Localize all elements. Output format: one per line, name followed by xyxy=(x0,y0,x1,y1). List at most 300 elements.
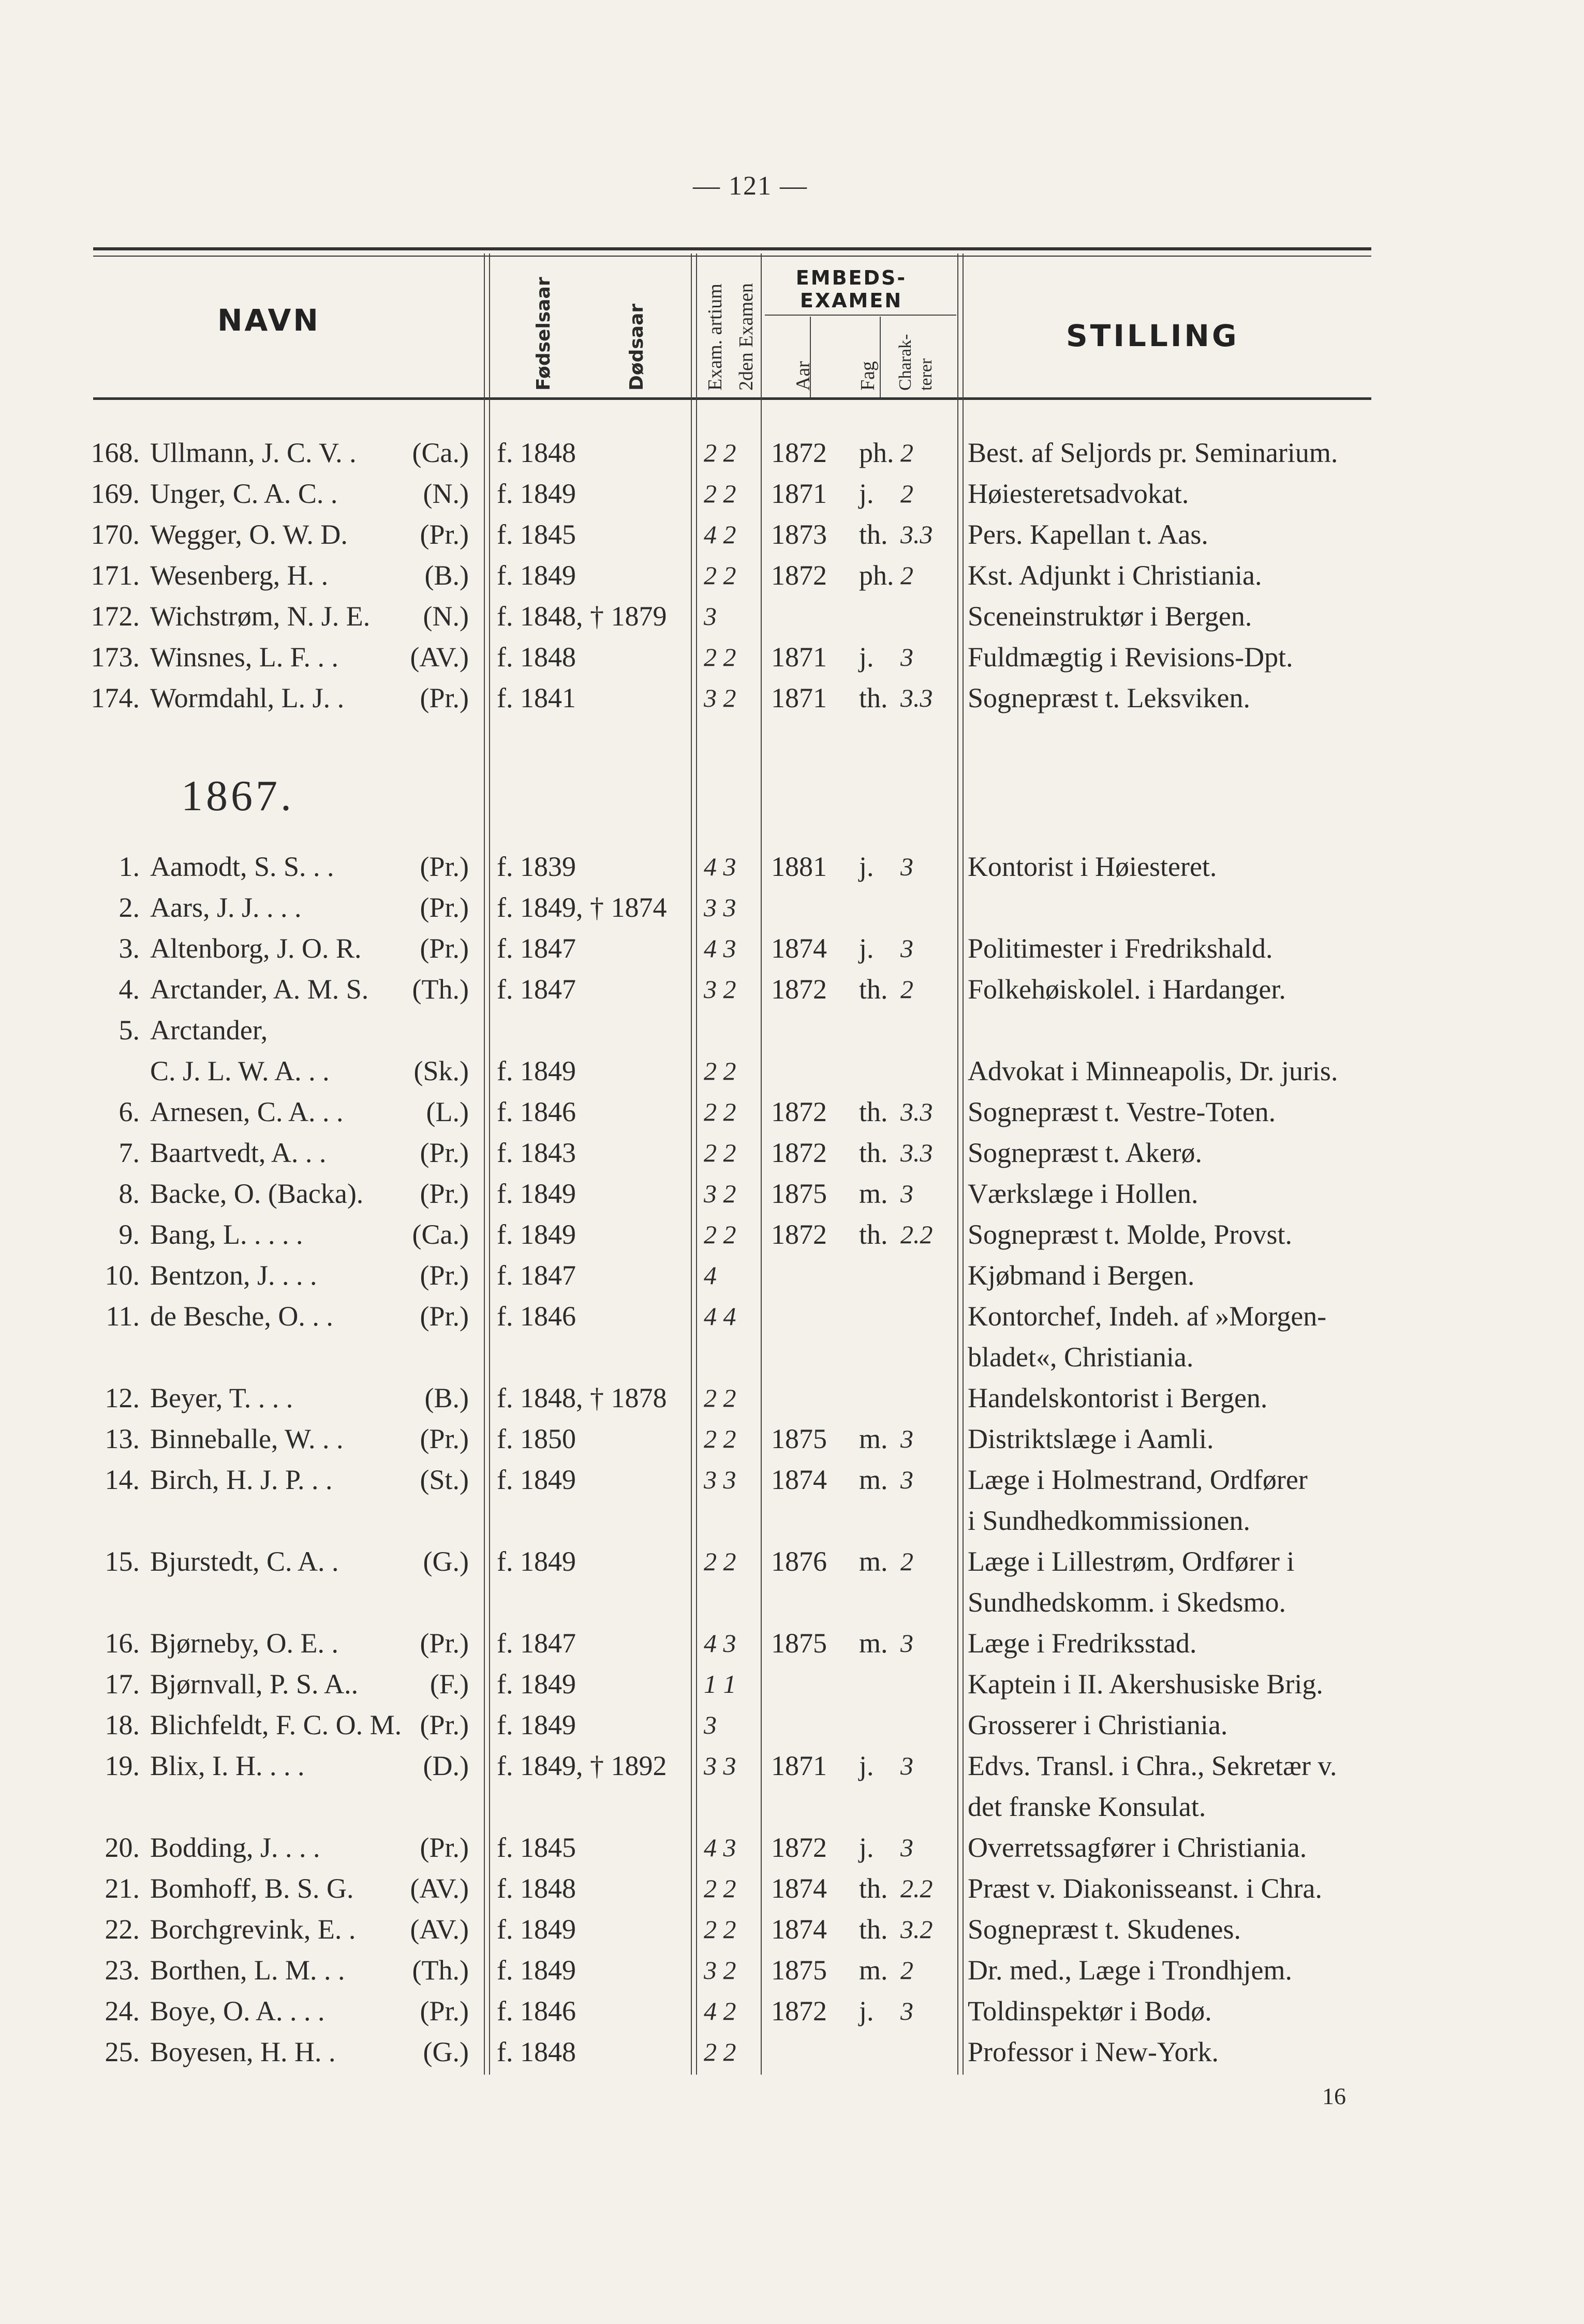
entry-exam-year: 1872 xyxy=(771,1137,827,1168)
entry-number: 173. xyxy=(91,642,140,673)
entry-birth-death: f. 1849 xyxy=(497,478,576,509)
entry-number: 174. xyxy=(91,682,140,713)
entry-birth-death: f. 1849, † 1892 xyxy=(497,1750,667,1781)
table-row xyxy=(0,1584,1584,1620)
entry-number: 25. xyxy=(105,2036,140,2067)
entry-exam-character: 3 xyxy=(900,1997,913,2025)
entry-position: Kaptein i II. Akershusiske Brig. xyxy=(968,1668,1323,1700)
entry-exam-grades: 2 2 xyxy=(704,1874,736,1903)
entry-exam-year: 1873 xyxy=(771,519,827,550)
entry-exam-year: 1872 xyxy=(771,437,827,468)
page-number: — 121 — xyxy=(693,171,808,201)
header-top-rule-thin xyxy=(93,256,1371,257)
entry-position: Sognepræst t. Vestre-Toten. xyxy=(968,1096,1276,1127)
entry-exam-subject: j. xyxy=(859,478,874,509)
table-row xyxy=(0,639,1584,675)
entry-exam-grades: 2 2 xyxy=(704,2037,736,2066)
table-row xyxy=(0,1952,1584,1988)
table-row xyxy=(0,1216,1584,1253)
entry-number: 12. xyxy=(105,1382,140,1413)
table-row xyxy=(0,1094,1584,1130)
entry-position: Pers. Kapellan t. Aas. xyxy=(968,519,1208,550)
entry-name: Wichstrøm, N. J. E. xyxy=(150,601,371,632)
entry-birth-death: f. 1848 xyxy=(497,642,576,673)
entry-exam-subject: th. xyxy=(859,1914,888,1945)
entry-number: 3. xyxy=(119,933,140,964)
entry-exam-year: 1875 xyxy=(771,1178,827,1209)
entry-region: (AV.) xyxy=(410,1914,469,1945)
entry-exam-year: 1881 xyxy=(771,851,827,882)
entry-name: Arnesen, C. A. . . xyxy=(150,1096,344,1127)
entry-region: (Pr.) xyxy=(420,1301,469,1332)
table-row xyxy=(0,1298,1584,1334)
entry-name: Bang, L. . . . . xyxy=(150,1219,303,1250)
entry-exam-subject: th. xyxy=(859,1873,888,1904)
table-row xyxy=(0,475,1584,512)
entry-exam-year: 1875 xyxy=(771,1423,827,1454)
entry-exam-year: 1871 xyxy=(771,642,827,673)
table-row xyxy=(0,1380,1584,1416)
entry-name: Unger, C. A. C. . xyxy=(150,478,338,509)
table-row xyxy=(0,1993,1584,2029)
table-row xyxy=(0,1053,1584,1089)
entry-position: Kjøbmand i Bergen. xyxy=(968,1260,1195,1291)
entry-exam-character: 3 xyxy=(900,643,913,672)
entry-exam-grades: 1 1 xyxy=(704,1670,736,1699)
entry-birth-death: f. 1849 xyxy=(497,1709,576,1740)
table-row xyxy=(0,1012,1584,1048)
table-row xyxy=(0,435,1584,471)
entry-exam-grades: 4 3 xyxy=(704,1629,736,1658)
entry-name: Bentzon, J. . . . xyxy=(150,1260,317,1291)
entry-name: Winsnes, L. F. . . xyxy=(150,642,338,673)
entry-exam-grades: 2 2 xyxy=(704,479,736,508)
entry-region: (G.) xyxy=(423,1546,469,1577)
entry-name: Blichfeldt, F. C. O. M. xyxy=(150,1709,402,1740)
entry-number: 169. xyxy=(91,478,140,509)
entry-number: 170. xyxy=(91,519,140,550)
entry-birth-death: f. 1843 xyxy=(497,1137,576,1168)
header-anden-examen: 2den Examen xyxy=(735,283,757,391)
entry-birth-death: f. 1849 xyxy=(497,1955,576,1986)
entry-exam-character: 3 xyxy=(900,934,913,963)
entry-birth-death: f. 1849 xyxy=(497,1546,576,1577)
entry-position: Politimester i Fredrikshald. xyxy=(968,933,1273,964)
entry-birth-death: f. 1849, † 1874 xyxy=(497,892,667,923)
entry-region: (B.) xyxy=(424,1382,469,1413)
table-row xyxy=(0,1789,1584,1825)
entry-name: Bjørnvall, P. S. A.. xyxy=(150,1668,359,1700)
entry-exam-grades: 2 2 xyxy=(704,643,736,672)
entry-exam-grades: 3 3 xyxy=(704,893,736,922)
entry-region: (F.) xyxy=(430,1668,469,1700)
entry-exam-character: 2 xyxy=(900,1956,913,1985)
table-row xyxy=(0,1135,1584,1171)
entry-birth-death: f. 1849 xyxy=(497,1668,576,1700)
header-bottom-rule xyxy=(93,397,1371,400)
entry-birth-death: f. 1846 xyxy=(497,1301,576,1332)
entry-position: Sognepræst t. Leksviken. xyxy=(968,682,1250,713)
entry-position: Læge i Lillestrøm, Ordfører i xyxy=(968,1546,1295,1577)
entry-exam-grades: 4 3 xyxy=(704,1833,736,1862)
entry-region: (Pr.) xyxy=(420,851,469,882)
entry-exam-character: 3.3 xyxy=(900,1138,933,1167)
entry-position: Professor i New-York. xyxy=(968,2036,1219,2067)
entry-birth-death: f. 1847 xyxy=(497,974,576,1005)
entry-region: (St.) xyxy=(420,1464,469,1495)
entry-position: Sceneinstruktør i Bergen. xyxy=(968,601,1252,632)
table-row xyxy=(0,1625,1584,1661)
entry-exam-subject: j. xyxy=(859,851,874,882)
entry-exam-grades: 2 2 xyxy=(704,1220,736,1249)
entry-name: Altenborg, J. O. R. xyxy=(150,933,362,964)
entry-exam-character: 3.3 xyxy=(900,1097,933,1126)
table-row xyxy=(0,1462,1584,1498)
entry-birth-death: f. 1839 xyxy=(497,851,576,882)
entry-region: (Pr.) xyxy=(420,682,469,713)
entry-position: Overretssagfører i Christiania. xyxy=(968,1832,1307,1863)
table-row xyxy=(0,1911,1584,1947)
entry-exam-character: 3 xyxy=(900,1751,913,1780)
entry-exam-subject: j. xyxy=(859,642,874,673)
entry-exam-year: 1872 xyxy=(771,1995,827,2027)
entry-exam-grades: 2 2 xyxy=(704,561,736,590)
entry-number: 21. xyxy=(105,1873,140,1904)
entry-birth-death: f. 1845 xyxy=(497,1832,576,1863)
entry-birth-death: f. 1848, † 1879 xyxy=(497,601,667,632)
entry-region: (N.) xyxy=(423,601,469,632)
entry-number: 24. xyxy=(105,1995,140,2027)
table-row xyxy=(0,848,1584,885)
entry-exam-subject: m. xyxy=(859,1955,888,1986)
entry-name: Wesenberg, H. . xyxy=(150,560,329,591)
entry-position: Sognepræst t. Skudenes. xyxy=(968,1914,1241,1945)
entry-region: (Pr.) xyxy=(420,1260,469,1291)
header-embeds-examen: EMBEDS- EXAMEN xyxy=(795,266,907,312)
entry-exam-subject: th. xyxy=(859,1096,888,1127)
entry-exam-grades: 4 4 xyxy=(704,1302,736,1331)
entry-number: 10. xyxy=(105,1260,140,1291)
entry-exam-year: 1871 xyxy=(771,682,827,713)
header-charakterer: Charak- terer xyxy=(896,334,936,391)
entry-position: bladet«, Christiania. xyxy=(968,1342,1194,1373)
entry-exam-year: 1874 xyxy=(771,1464,827,1495)
entry-name: Binneballe, W. . . xyxy=(150,1423,344,1454)
entry-exam-grades: 3 3 xyxy=(704,1751,736,1780)
entry-number: 23. xyxy=(105,1955,140,1986)
header-stilling: STILLING xyxy=(1066,318,1239,353)
entry-birth-death: f. 1849 xyxy=(497,1055,576,1086)
entry-region: (B.) xyxy=(424,560,469,591)
entry-name: Backe, O. (Backa). xyxy=(150,1178,364,1209)
header-top-rule xyxy=(93,247,1371,250)
header-aar: Aar xyxy=(792,361,814,391)
entry-exam-character: 2.2 xyxy=(900,1220,933,1249)
divider-fag xyxy=(880,317,881,397)
entry-exam-character: 3 xyxy=(900,852,913,881)
entry-region: (Pr.) xyxy=(420,892,469,923)
entry-name: Wormdahl, L. J. . xyxy=(150,682,345,713)
entry-region: (G.) xyxy=(423,2036,469,2067)
year-heading: 1867. xyxy=(181,772,294,820)
entry-exam-grades: 3 2 xyxy=(704,1179,736,1208)
entry-position: Læge i Fredriksstad. xyxy=(968,1628,1197,1659)
entry-position: Edvs. Transl. i Chra., Sekretær v. xyxy=(968,1750,1337,1781)
entry-name: C. J. L. W. A. . . xyxy=(150,1055,330,1086)
entry-exam-year: 1874 xyxy=(771,933,827,964)
entry-exam-year: 1874 xyxy=(771,1873,827,1904)
entry-position: Best. af Seljords pr. Seminarium. xyxy=(968,437,1338,468)
entry-exam-subject: th. xyxy=(859,519,888,550)
entry-position: Handelskontorist i Bergen. xyxy=(968,1382,1268,1413)
entry-number: 14. xyxy=(105,1464,140,1495)
entry-exam-subject: th. xyxy=(859,974,888,1005)
entry-name: Borchgrevink, E. . xyxy=(150,1914,356,1945)
entry-exam-grades: 2 2 xyxy=(704,438,736,467)
entry-exam-character: 3.2 xyxy=(900,1915,933,1944)
entry-name: Ullmann, J. C. V. . xyxy=(150,437,357,468)
entry-exam-character: 2 xyxy=(900,975,913,1004)
table-row xyxy=(0,1502,1584,1539)
entry-exam-subject: m. xyxy=(859,1178,888,1209)
entry-exam-character: 3 xyxy=(900,1833,913,1862)
entry-exam-character: 2.2 xyxy=(900,1874,933,1903)
entry-region: (Pr.) xyxy=(420,1995,469,2027)
entry-region: (Pr.) xyxy=(420,933,469,964)
entry-exam-year: 1875 xyxy=(771,1628,827,1659)
entry-exam-year: 1872 xyxy=(771,1219,827,1250)
header-fag: Fag xyxy=(857,361,879,391)
entry-name: Aamodt, S. S. . . xyxy=(150,851,334,882)
entry-exam-year: 1872 xyxy=(771,1832,827,1863)
entry-exam-grades: 3 2 xyxy=(704,683,736,712)
entry-exam-grades: 3 2 xyxy=(704,1956,736,1985)
entry-number: 18. xyxy=(105,1709,140,1740)
entry-exam-grades: 2 2 xyxy=(704,1547,736,1576)
entry-exam-character: 3 xyxy=(900,1465,913,1494)
table-row xyxy=(0,1257,1584,1293)
entry-number: 16. xyxy=(105,1628,140,1659)
entry-number: 22. xyxy=(105,1914,140,1945)
entry-exam-character: 3 xyxy=(900,1424,913,1453)
table-row xyxy=(0,1421,1584,1457)
entry-region: (Pr.) xyxy=(420,1832,469,1863)
table-row xyxy=(0,1829,1584,1866)
entry-name: Baartvedt, A. . . xyxy=(150,1137,327,1168)
entry-number: 13. xyxy=(105,1423,140,1454)
entry-exam-grades: 4 3 xyxy=(704,852,736,881)
entry-exam-grades: 2 2 xyxy=(704,1424,736,1453)
entry-number: 168. xyxy=(91,437,140,468)
entry-position: Høiesteretsadvokat. xyxy=(968,478,1189,509)
entry-birth-death: f. 1847 xyxy=(497,1628,576,1659)
entry-exam-year: 1876 xyxy=(771,1546,827,1577)
table-row xyxy=(0,680,1584,716)
table-row xyxy=(0,1870,1584,1906)
entry-name: Boyesen, H. H. . xyxy=(150,2036,336,2067)
header-fodselsaar: Fødselsaar xyxy=(533,277,554,391)
entry-exam-character: 3 xyxy=(900,1179,913,1208)
entry-exam-year: 1871 xyxy=(771,1750,827,1781)
entry-exam-year: 1872 xyxy=(771,974,827,1005)
entry-exam-subject: m. xyxy=(859,1464,888,1495)
entry-position: Sundhedskomm. i Skedsmo. xyxy=(968,1587,1286,1618)
entry-position: Grosserer i Christiania. xyxy=(968,1709,1228,1740)
entry-birth-death: f. 1846 xyxy=(497,1096,576,1127)
entry-number: 9. xyxy=(119,1219,140,1250)
entry-birth-death: f. 1847 xyxy=(497,933,576,964)
entry-birth-death: f. 1848 xyxy=(497,1873,576,1904)
entry-exam-year: 1871 xyxy=(771,478,827,509)
entry-exam-subject: j. xyxy=(859,933,874,964)
entry-position: Sognepræst t. Akerø. xyxy=(968,1137,1202,1168)
entry-region: (Ca.) xyxy=(412,1219,469,1250)
entry-exam-character: 3 xyxy=(900,1629,913,1658)
entry-name: Borthen, L. M. . . xyxy=(150,1955,345,1986)
entry-exam-grades: 2 2 xyxy=(704,1138,736,1167)
entry-exam-grades: 3 3 xyxy=(704,1465,736,1494)
entry-exam-subject: th. xyxy=(859,1219,888,1250)
entry-exam-grades: 2 2 xyxy=(704,1915,736,1944)
entry-number: 2. xyxy=(119,892,140,923)
entry-number: 15. xyxy=(105,1546,140,1577)
entry-birth-death: f. 1848, † 1878 xyxy=(497,1382,667,1413)
entry-position: Folkehøiskolel. i Hardanger. xyxy=(968,974,1286,1005)
entry-region: (AV.) xyxy=(410,1873,469,1904)
entry-name: Boye, O. A. . . . xyxy=(150,1995,325,2027)
entry-number: 7. xyxy=(119,1137,140,1168)
entry-exam-grades: 3 xyxy=(704,602,717,631)
entry-exam-subject: m. xyxy=(859,1423,888,1454)
entry-position: Læge i Holmestrand, Ordfører xyxy=(968,1464,1308,1495)
entry-number: 8. xyxy=(119,1178,140,1209)
entry-region: (Th.) xyxy=(412,974,469,1005)
entry-birth-death: f. 1849 xyxy=(497,1219,576,1250)
entry-position: Toldinspektør i Bodø. xyxy=(968,1995,1212,2027)
entry-region: (AV.) xyxy=(410,642,469,673)
header-dodsaar: Dødsaar xyxy=(626,303,647,391)
table-row xyxy=(0,557,1584,593)
header-exam-artium: Exam. artium xyxy=(704,284,726,391)
entry-region: (Pr.) xyxy=(420,1628,469,1659)
entry-position: det franske Konsulat. xyxy=(968,1791,1206,1822)
table-row xyxy=(0,598,1584,634)
entry-name: Arctander, xyxy=(150,1015,268,1046)
entry-name: Bomhoff, B. S. G. xyxy=(150,1873,354,1904)
entry-position: Kst. Adjunkt i Christiania. xyxy=(968,560,1262,591)
entry-name: Aars, J. J. . . . xyxy=(150,892,302,923)
entry-region: (Ca.) xyxy=(412,437,469,468)
entry-exam-character: 2 xyxy=(900,479,913,508)
table-row xyxy=(0,971,1584,1007)
entry-birth-death: f. 1848 xyxy=(497,2036,576,2067)
entry-name: de Besche, O. . . xyxy=(150,1301,333,1332)
entry-name: Bjurstedt, C. A. . xyxy=(150,1546,339,1577)
entry-number: 171. xyxy=(91,560,140,591)
entry-number: 17. xyxy=(105,1668,140,1700)
entry-exam-subject: m. xyxy=(859,1546,888,1577)
entry-number: 172. xyxy=(91,601,140,632)
entry-exam-subject: th. xyxy=(859,682,888,713)
entry-name: Bjørneby, O. E. . xyxy=(150,1628,338,1659)
entry-region: (Sk.) xyxy=(413,1055,469,1086)
entry-number: 19. xyxy=(105,1750,140,1781)
entry-exam-character: 2 xyxy=(900,1547,913,1576)
entry-birth-death: f. 1849 xyxy=(497,560,576,591)
entry-exam-subject: ph. xyxy=(859,560,894,591)
entry-exam-year: 1872 xyxy=(771,1096,827,1127)
entry-name: Arctander, A. M. S. xyxy=(150,974,369,1005)
entry-exam-grades: 3 xyxy=(704,1710,717,1739)
entry-number: 11. xyxy=(106,1301,140,1332)
entry-region: (Th.) xyxy=(412,1955,469,1986)
entry-position: Distriktslæge i Aamli. xyxy=(968,1423,1214,1454)
entry-exam-year: 1872 xyxy=(771,560,827,591)
entry-birth-death: f. 1848 xyxy=(497,437,576,468)
entry-birth-death: f. 1841 xyxy=(497,682,576,713)
entry-position: Præst v. Diakonisseanst. i Chra. xyxy=(968,1873,1322,1904)
entry-birth-death: f. 1850 xyxy=(497,1423,576,1454)
entry-exam-subject: th. xyxy=(859,1137,888,1168)
entry-position: Kontorist i Høiesteret. xyxy=(968,851,1217,882)
table-row xyxy=(0,2034,1584,2070)
entry-region: (L.) xyxy=(426,1096,469,1127)
entry-exam-grades: 4 2 xyxy=(704,1997,736,2025)
table-row xyxy=(0,1175,1584,1212)
table-row xyxy=(0,1707,1584,1743)
table-row xyxy=(0,516,1584,553)
table-row xyxy=(0,1339,1584,1375)
entry-exam-character: 2 xyxy=(900,561,913,590)
entry-number: 20. xyxy=(105,1832,140,1863)
entry-exam-year: 1875 xyxy=(771,1955,827,1986)
entry-position: Advokat i Minneapolis, Dr. juris. xyxy=(968,1055,1338,1086)
table-row xyxy=(0,930,1584,966)
entry-exam-character: 3.3 xyxy=(900,520,933,549)
entry-name: Beyer, T. . . . xyxy=(150,1382,293,1413)
entry-exam-grades: 4 xyxy=(704,1261,717,1290)
entry-exam-grades: 2 2 xyxy=(704,1056,736,1085)
entry-exam-grades: 2 2 xyxy=(704,1097,736,1126)
entry-number: 5. xyxy=(119,1015,140,1046)
entry-exam-character: 3.3 xyxy=(900,683,933,712)
entry-region: (Pr.) xyxy=(420,1178,469,1209)
entry-birth-death: f. 1849 xyxy=(497,1178,576,1209)
entry-number: 1. xyxy=(119,851,140,882)
table-row xyxy=(0,889,1584,926)
entry-exam-subject: ph. xyxy=(859,437,894,468)
entry-region: (Pr.) xyxy=(420,1709,469,1740)
entry-exam-character: 2 xyxy=(900,438,913,467)
table-row xyxy=(0,1543,1584,1580)
entry-region: (Pr.) xyxy=(420,1423,469,1454)
entry-region: (N.) xyxy=(423,478,469,509)
entry-name: Blix, I. H. . . . xyxy=(150,1750,305,1781)
entry-position: Fuldmægtig i Revisions-Dpt. xyxy=(968,642,1293,673)
entry-exam-subject: j. xyxy=(859,1995,874,2027)
entry-name: Wegger, O. W. D. xyxy=(150,519,348,550)
entry-region: (Pr.) xyxy=(420,1137,469,1168)
entry-region: (D.) xyxy=(423,1750,469,1781)
entry-name: Bodding, J. . . . xyxy=(150,1832,320,1863)
entry-birth-death: f. 1847 xyxy=(497,1260,576,1291)
entry-exam-year: 1874 xyxy=(771,1914,827,1945)
entry-position: Værkslæge i Hollen. xyxy=(968,1178,1198,1209)
entry-birth-death: f. 1846 xyxy=(497,1995,576,2027)
entry-position: i Sundhedkommissionen. xyxy=(968,1505,1251,1536)
entry-number: 6. xyxy=(119,1096,140,1127)
header-navn: NAVN xyxy=(217,303,320,338)
